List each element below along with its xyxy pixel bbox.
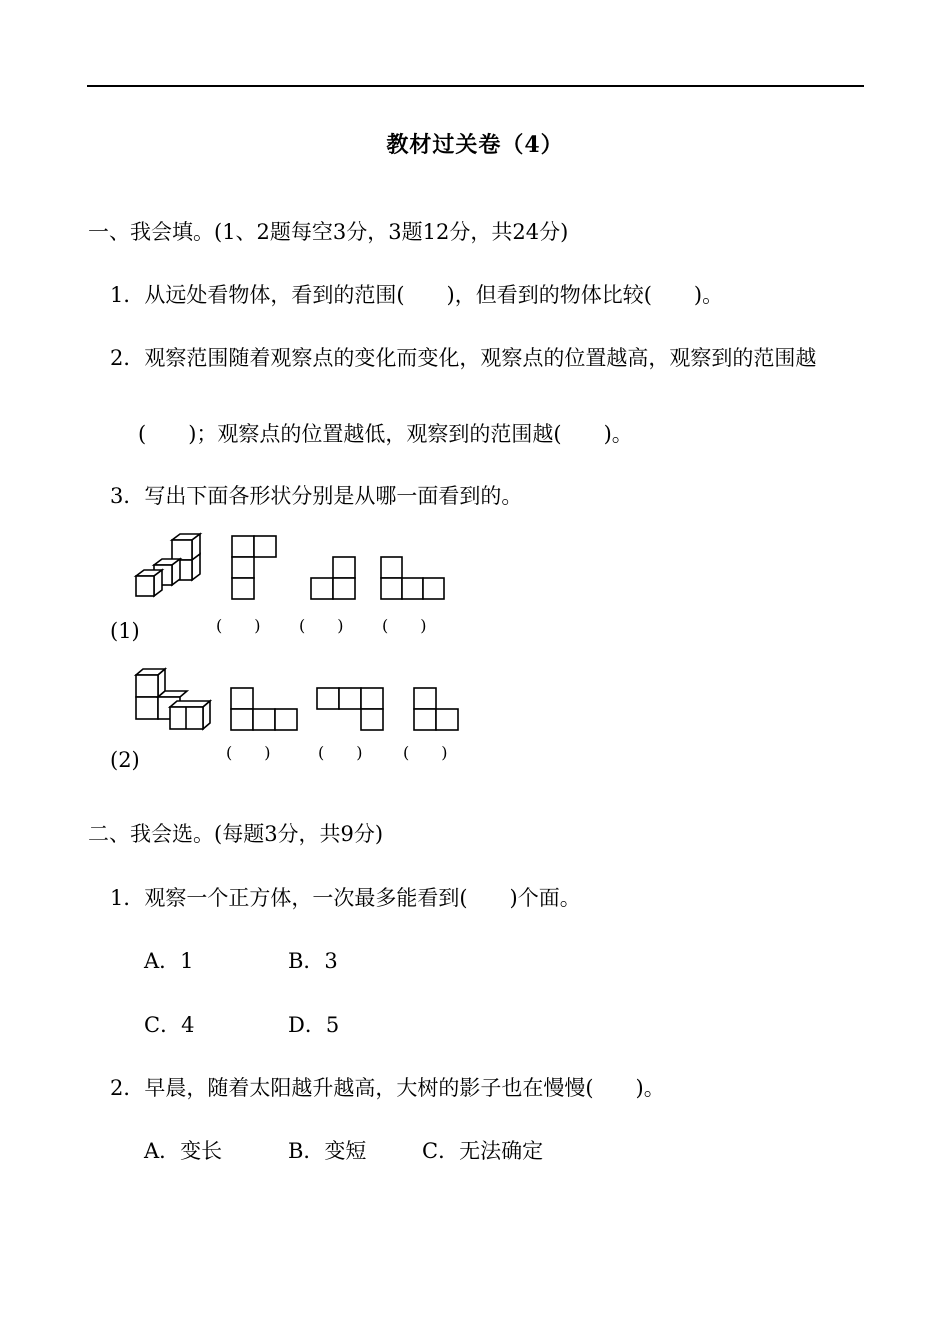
part1-view-a — [230, 534, 278, 602]
solid-1-cube-top — [172, 534, 200, 560]
s2q2-option-c: C．无法确定 — [422, 1139, 544, 1163]
s2q1-option-d: D．5 — [288, 1013, 340, 1037]
part2-blank-3: ( ) — [403, 743, 448, 762]
solid-2-cube-top — [136, 669, 165, 697]
part2-view-b — [315, 686, 385, 732]
section2-question2: 2．早晨，随着太阳越升越高，大树的影子也在慢慢( )。 — [110, 1076, 665, 1100]
section2-question1: 1．观察一个正方体，一次最多能看到( )个面。 — [110, 886, 581, 910]
s2q2-option-b: B．变短 — [288, 1139, 367, 1163]
s2q1-option-b: B．3 — [288, 949, 338, 973]
solid-1-cube-front — [136, 570, 162, 596]
part1-view-c — [379, 555, 447, 601]
section1-question2-line2: ( )；观察点的位置越低，观察到的范围越( )。 — [138, 422, 633, 446]
solid-2-cube-front — [170, 701, 210, 729]
section1-question3: 3．写出下面各形状分别是从哪一面看到的。 — [110, 484, 523, 508]
section1-question1: 1．从远处看物体，看到的范围( )，但看到的物体比较( )。 — [110, 283, 724, 307]
part2-view-c — [412, 686, 460, 732]
part1-blank-3: ( ) — [382, 616, 427, 635]
solid-figure-2 — [134, 667, 214, 735]
section1-question2-line1: 2．观察范围随着观察点的变化而变化，观察点的位置越高，观察到的范围越 — [110, 346, 817, 370]
page-title: 教材过关卷（4） — [386, 132, 564, 158]
part1-blank-2: ( ) — [299, 616, 344, 635]
header-rule — [87, 85, 864, 87]
solid-figure-1 — [134, 532, 204, 602]
section2-heading: 二、我会选。(每题3分，共9分) — [88, 822, 384, 846]
part1-view-b — [309, 555, 357, 601]
part1-label: (1) — [110, 619, 140, 643]
part2-blank-2: ( ) — [318, 743, 363, 762]
part2-blank-1: ( ) — [226, 743, 271, 762]
s2q1-option-a: A．1 — [144, 949, 194, 973]
part2-label: (2) — [110, 748, 140, 772]
section1-heading: 一、我会填。(1、2题每空3分，3题12分，共24分) — [88, 220, 569, 244]
part2-view-a — [229, 686, 299, 732]
s2q2-option-a: A．变长 — [144, 1139, 223, 1163]
s2q1-option-c: C．4 — [144, 1013, 195, 1037]
solid-2-cube-bottom-left — [136, 697, 158, 719]
part1-blank-1: ( ) — [216, 616, 261, 635]
